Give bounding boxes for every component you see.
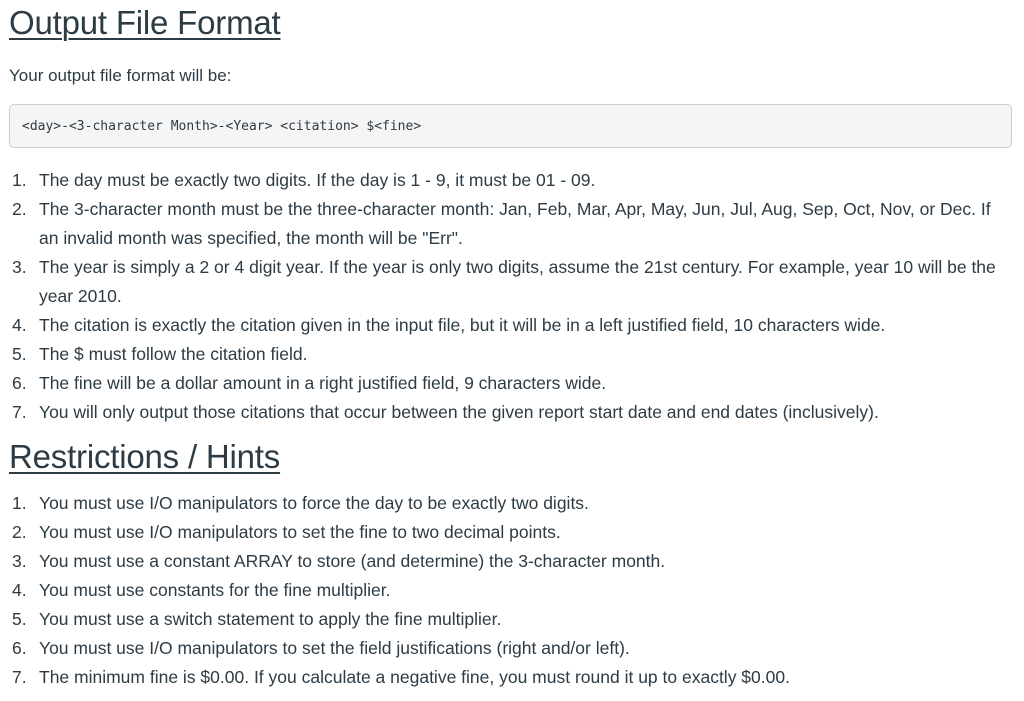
list-item-number: 7.: [12, 667, 27, 687]
list-item-number: 1.: [12, 493, 27, 513]
list-item: [9, 398, 1014, 427]
list-item: [9, 166, 1014, 195]
output-format-list: [9, 166, 1014, 427]
list-item-number: 7.: [12, 402, 27, 422]
list-item: [9, 195, 1014, 253]
list-item-text: The citation is exactly the citation given in the input file, but it will be in a left justified field, 10 characters wide.: [39, 315, 886, 335]
list-item: [9, 605, 1014, 634]
list-item-text: The fine will be a dollar amount in a right justified field, 9 characters wide.: [39, 373, 607, 393]
list-item: [9, 634, 1014, 663]
output-format-code-block: <day>-<3-character Month>-<Year> <citation> $<fine>: [9, 104, 1012, 148]
list-item-text: The minimum fine is $0.00. If you calculate a negative fine, you must round it up to exactly $0.00.: [39, 667, 790, 687]
list-item: [9, 518, 1014, 547]
list-item-number: 6.: [12, 373, 27, 393]
list-item-number: 2.: [12, 522, 27, 542]
list-item-number: 4.: [12, 580, 27, 600]
list-item: [9, 369, 1014, 398]
restrictions-heading: Restrictions / Hints: [9, 438, 281, 475]
list-item: [9, 489, 1014, 518]
list-item-text: You must use I/O manipulators to force the day to be exactly two digits.: [39, 493, 589, 513]
list-item-text: You must use I/O manipulators to set the field justifications (right and/or left).: [39, 638, 630, 658]
list-item-number: 4.: [12, 315, 27, 335]
list-item-text: The 3-character month must be the three-character month: Jan, Feb, Mar, Apr, May, Jun, Jul, Aug, Sep, Oct, Nov, or Dec. If an invalid month was specified, the month will be "Err".: [39, 199, 991, 248]
list-item-text: You will only output those citations that occur between the given report start date and end dates (inclusively).: [39, 402, 879, 422]
list-item-number: 3.: [12, 257, 27, 277]
list-item: [9, 340, 1014, 369]
output-format-heading: Output File Format: [9, 4, 281, 41]
list-item-number: 3.: [12, 551, 27, 571]
list-item: [9, 663, 1014, 692]
list-item: [9, 311, 1014, 340]
list-item-number: 5.: [12, 344, 27, 364]
list-item: [9, 253, 1014, 311]
list-item-text: You must use a switch statement to apply the fine multiplier.: [39, 609, 502, 629]
list-item-number: 2.: [12, 199, 27, 219]
list-item: [9, 547, 1014, 576]
list-item-text: The day must be exactly two digits. If the day is 1 - 9, it must be 01 - 09.: [39, 170, 596, 190]
list-item: [9, 576, 1014, 605]
list-item-number: 5.: [12, 609, 27, 629]
list-item-text: The year is simply a 2 or 4 digit year. If the year is only two digits, assume the 21st century. For example, year 10 will be the year 2010.: [39, 257, 996, 306]
list-item-text: You must use constants for the fine multiplier.: [39, 580, 391, 600]
list-item-text: You must use a constant ARRAY to store (and determine) the 3-character month.: [39, 551, 666, 571]
list-item-number: 1.: [12, 170, 27, 190]
output-format-intro: Your output file format will be:: [9, 66, 232, 85]
restrictions-list: [9, 489, 1014, 692]
list-item-text: You must use I/O manipulators to set the fine to two decimal points.: [39, 522, 561, 542]
list-item-text: The $ must follow the citation field.: [39, 344, 308, 364]
list-item-number: 6.: [12, 638, 27, 658]
